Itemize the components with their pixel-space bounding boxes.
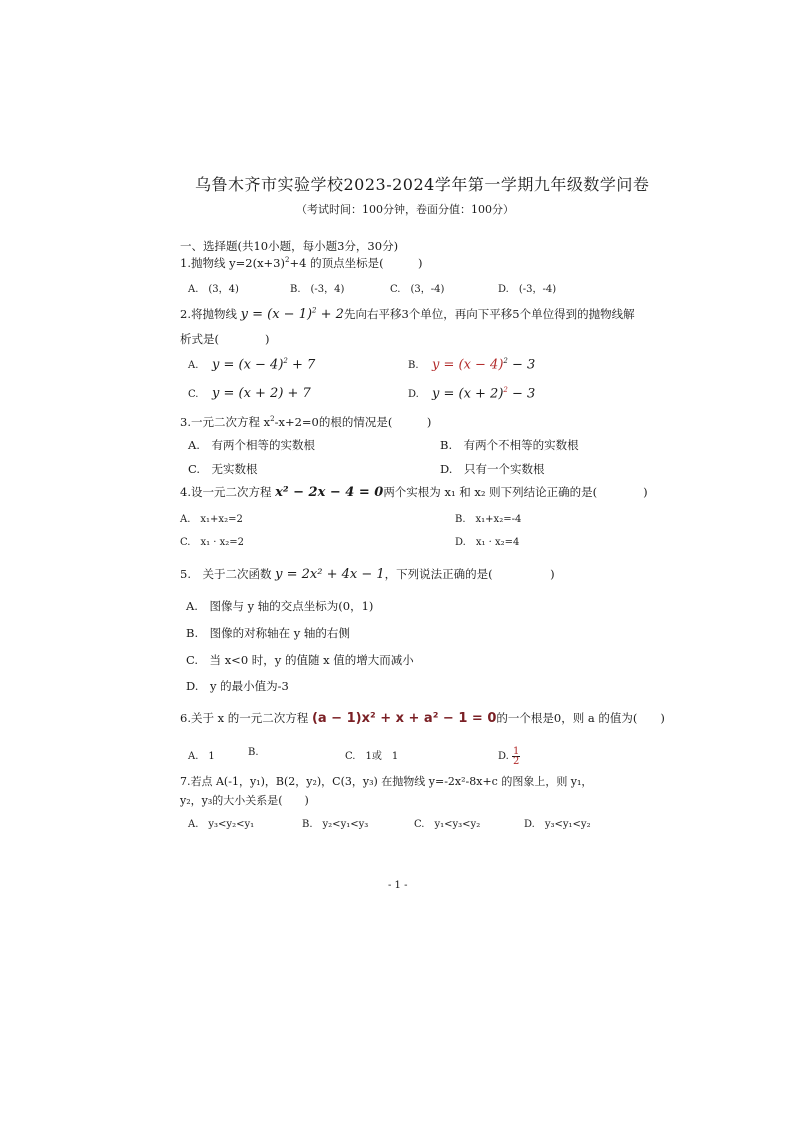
q7-stem-line1: 7.若点 A(-1，y₁)，B(2，y₂)，C(3，y₃) 在抛物线 y=-2x²-8x+c 的图象上，则 y₁， — [180, 775, 593, 788]
q6-option-a: A. 1 — [188, 751, 215, 762]
q1-stem: 1.抛物线 $y=2(x+3)^2+4$ 的顶点坐标是( ) — [180, 256, 423, 270]
q2-option-b-label: B. — [408, 360, 419, 371]
q7-option-d: D. y₃<y₁<y₂ — [524, 819, 591, 830]
q2-option-b: $y = (x - 4)^2 - 3$ — [432, 357, 536, 373]
exam-title: 乌鲁木齐市实验学校2023-2024学年第一学期九年级数学问卷 — [195, 175, 650, 194]
q5-option-d: D. y 的最小值为-3 — [186, 679, 289, 693]
q5-option-c: C. 当 x<0 时，y 的值随 x 值的增大而减小 — [186, 653, 414, 667]
q3-option-c: C. 无实数根 — [188, 462, 258, 476]
q4-stem: 4.设一元二次方程 x² − 2x − 4 = 0两个实根为 x₁ 和 x₂ 则下列结论正确的是( ) — [180, 485, 648, 500]
q2-equation: $y = (x - 1)^2 + 2$ — [240, 306, 344, 322]
q7-stem-line2: y₂，y₃的大小关系是( ) — [180, 794, 309, 807]
q4-equation: x² − 2x − 4 = 0 — [275, 485, 384, 500]
q4-option-d: D. x₁ · x₂=4 — [455, 537, 520, 548]
q2-stem: 2.将抛物线 $y = (x - 1)^2 + 2$先向右平移3个单位，再向下平移5个单位得到的抛物线解 — [180, 306, 635, 322]
q2-option-c: y = (x + 2) + 7 — [212, 386, 311, 401]
q2-option-a-label: A. — [188, 360, 199, 371]
q6-stem: 6.关于 x 的一元二次方程 (a − 1)x² + x + a² − 1 = 0的一个根是0，则 a 的值为( ) — [180, 711, 665, 726]
q6-option-c: C. 1或 1 — [345, 751, 399, 762]
section-heading: 一、选择题(共10小题，每小题3分，30分) — [180, 239, 399, 253]
q6-handwritten-equation: (a − 1)x² + x + a² − 1 = 0 — [311, 711, 497, 726]
q3-stem: 3.一元二次方程 $x^2-x+2=0$的根的情况是( ) — [180, 415, 432, 429]
q3-option-d: D. 只有一个实数根 — [440, 462, 545, 476]
q5-option-b: B. 图像的对称轴在 y 轴的右侧 — [186, 626, 350, 640]
q6-option-d-fraction: $\frac{1}{2}$ — [513, 746, 520, 767]
q7-option-c: C. y₁<y₃<y₂ — [414, 819, 481, 830]
q4-option-a: A. x₁+x₂=2 — [180, 514, 243, 525]
q7-option-b: B. y₂<y₁<y₃ — [302, 819, 369, 830]
q3-option-b: B. 有两个不相等的实数根 — [440, 438, 579, 452]
q1-option-a: A. (3，4) — [188, 284, 239, 295]
q1-option-b: B. (-3，4) — [290, 284, 345, 295]
q4-option-c: C. x₁ · x₂=2 — [180, 537, 245, 548]
page-number: - 1 - — [388, 880, 408, 891]
q6-option-d: D. $\frac{1}{2}$ — [498, 746, 520, 767]
q6-option-b: B. — [248, 747, 259, 758]
q2-option-a: $y = (x - 4)^2 + 7$ — [212, 357, 316, 373]
exam-subtitle: （考试时间：100分钟，卷面分值：100分） — [296, 203, 514, 216]
q3-option-a: A. 有两个相等的实数根 — [188, 438, 315, 452]
q4-option-b: B. x₁+x₂=-4 — [455, 514, 522, 525]
q5-stem: 5. 关于二次函数 y = 2x² + 4x − 1，下列说法正确的是( ) — [180, 567, 555, 582]
q1-option-c: C. (3，-4) — [390, 284, 445, 295]
q2-option-c-label: C. — [188, 389, 199, 400]
q2-option-d: $y = (x + 2)^2 - 3$ — [432, 386, 536, 402]
q5-option-a: A. 图像与 y 轴的交点坐标为(0，1) — [186, 599, 374, 613]
q1-option-d: D. (-3，-4) — [498, 284, 557, 295]
q2-stem-line2: 析式是( ) — [180, 332, 270, 346]
q2-option-d-label: D. — [408, 389, 419, 400]
q7-option-a: A. y₃<y₂<y₁ — [188, 819, 255, 830]
q5-equation: y = 2x² + 4x − 1 — [275, 567, 385, 582]
